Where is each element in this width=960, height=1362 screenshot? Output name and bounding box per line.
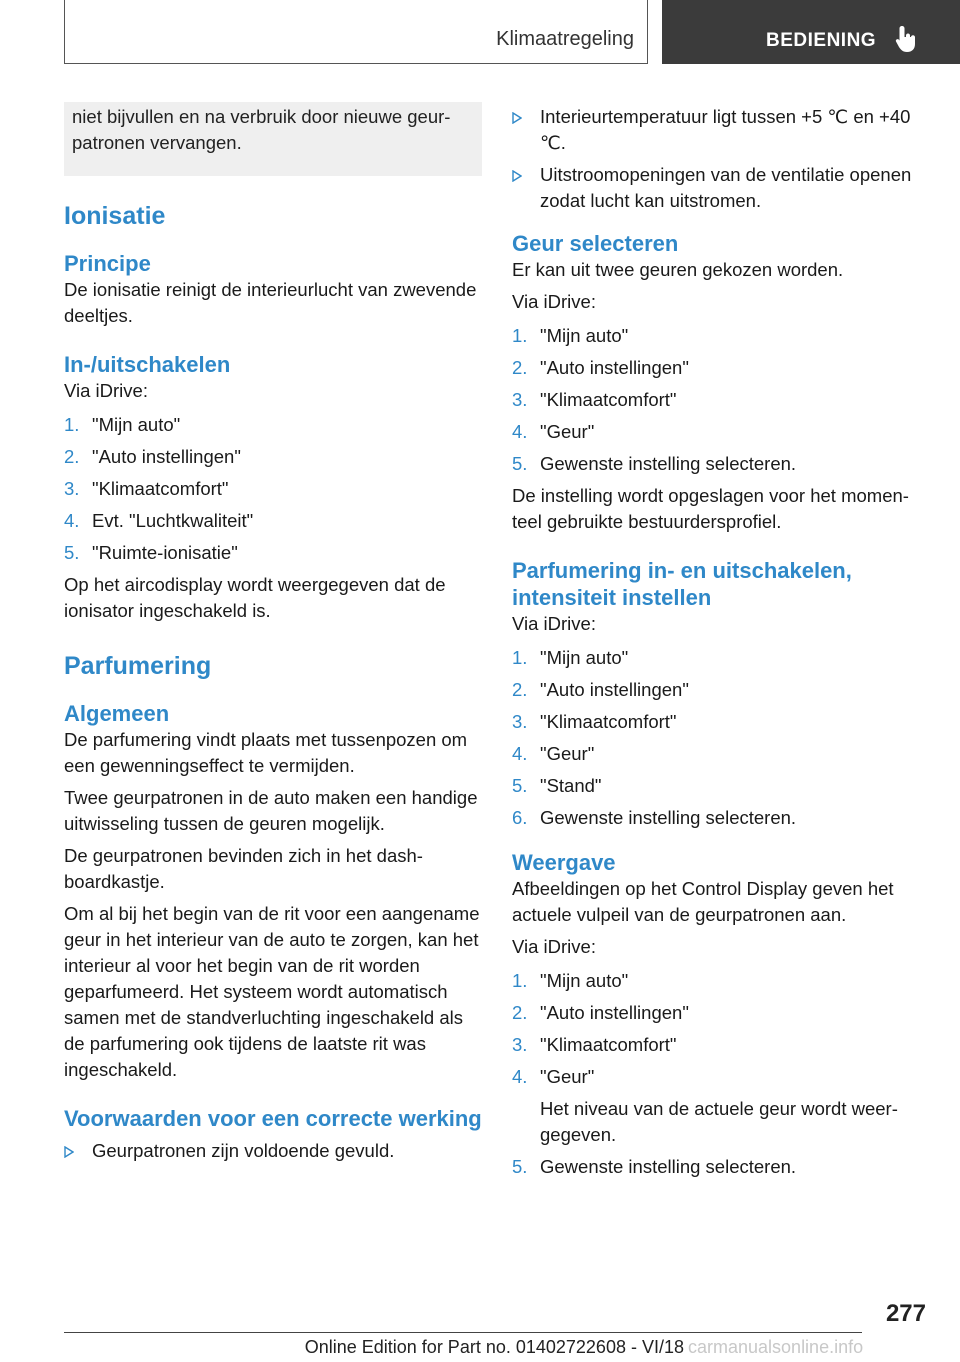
step-number: 5.: [512, 453, 528, 474]
heading-ionisatie: Ionisatie: [64, 202, 166, 230]
page-number: 277: [885, 1300, 926, 1327]
list-item: [64, 444, 482, 470]
step-number: 4.: [512, 421, 528, 442]
heading-weergave: Weergave: [512, 850, 616, 875]
algemeen-text-4: Om al bij het begin van de rit voor een aangename geur in het interieur van de auto te zorgen, kan het interieur al voor het begin van de rit worden geparfumeerd. Het systeem wordt automatisch samen met de standverluchting ingeschakeld als de parfumering ook tijdens de laatste rit was ingeschakeld.: [64, 903, 480, 1080]
step-text: "Geur": [540, 743, 595, 764]
step-number: 5.: [64, 542, 80, 563]
step-text: "Stand": [540, 775, 602, 796]
via-idrive-label: Via iDrive:: [512, 936, 596, 957]
intensiteit-steps: [512, 645, 930, 831]
list-item: [512, 805, 930, 831]
step-number: 3.: [512, 711, 528, 732]
step-text: "Geur": [540, 1066, 595, 1087]
step-text: "Mijn auto": [92, 414, 181, 435]
list-item: [512, 419, 930, 445]
note-text: niet bijvullen en na verbruik door nieuwe geurpatronen vervangen.: [72, 106, 451, 153]
note-box: [64, 102, 482, 176]
principe-text: De ionisatie reinigt de interieurlucht van zwevende deeltjes.: [64, 279, 477, 326]
algemeen-text-2: Twee geurpatronen in de auto maken een handige uitwisseling tussen de geuren mogelijk.: [64, 787, 478, 834]
geur-steps: [512, 323, 930, 477]
heading-parfumering: Parfumering: [64, 652, 212, 680]
list-item: [512, 355, 930, 381]
step-text: "Auto instellingen": [540, 357, 689, 378]
list-item: [512, 323, 930, 349]
list-item: [512, 968, 930, 994]
step-text: "Auto instellingen": [540, 1002, 689, 1023]
step-text: "Klimaatcomfort": [540, 389, 677, 410]
step-number: 4.: [512, 743, 528, 764]
step-text: "Ruimte-ionisatie": [92, 542, 238, 563]
heading-geur-selecteren: Geur selecteren: [512, 231, 679, 256]
conditions-list: [64, 1138, 482, 1164]
triangle-right-icon: [512, 170, 522, 182]
heading-principe: Principe: [64, 251, 151, 276]
edition-text: Online Edition for Part no. 01402722608 - VI/18: [304, 1337, 684, 1357]
list-item: [512, 104, 930, 156]
left-column: [64, 102, 482, 1170]
list-item: [512, 1064, 930, 1148]
step-number: 6.: [512, 807, 528, 828]
heading-intensiteit: Parfumering in- en uitschakelen, intensiteit instellen: [512, 558, 852, 610]
step-text: "Geur": [540, 421, 595, 442]
step-text: "Klimaatcomfort": [540, 1034, 677, 1055]
step-text: Gewenste instelling selecteren.: [540, 1156, 797, 1177]
algemeen-text-1: De parfumering vindt plaats met tussenpozen om een gewenningseffect te vermijden.: [64, 729, 468, 776]
list-item: [64, 540, 482, 566]
condition-text: Interieurtemperatuur ligt tussen +5 ℃ en +40 ℃.: [540, 106, 911, 153]
ionisatie-steps: [64, 412, 482, 566]
step-number: 4.: [64, 510, 80, 531]
list-item: [512, 162, 930, 214]
list-item: [512, 1032, 930, 1058]
condition-text: Geurpatronen zijn voldoende gevuld.: [92, 1140, 395, 1161]
hand-pointer-icon: [894, 24, 918, 54]
footer-divider: [64, 1332, 862, 1333]
conditions-list-continued: [512, 104, 930, 214]
step-number: 1.: [64, 414, 80, 435]
step-text: "Mijn auto": [540, 325, 629, 346]
step-number: 2.: [512, 357, 528, 378]
list-item: [64, 476, 482, 502]
via-idrive-label: Via iDrive:: [512, 613, 596, 634]
heading-voorwaarden: Voorwaarden voor een correcte werking: [64, 1106, 482, 1131]
triangle-right-icon: [64, 1146, 74, 1158]
list-item: [512, 645, 930, 671]
right-column: [512, 102, 930, 1186]
list-item: [512, 677, 930, 703]
list-item: [64, 508, 482, 534]
algemeen-text-3: De geurpatronen bevinden zich in het dashboardkastje.: [64, 845, 423, 892]
page-header: [0, 0, 960, 66]
heading-algemeen: Algemeen: [64, 701, 170, 726]
step-text: Evt. "Luchtkwaliteit": [92, 510, 254, 531]
weergave-steps: [512, 968, 930, 1180]
step-number: 2.: [512, 1002, 528, 1023]
section-title: Klimaatregeling: [496, 28, 634, 50]
step-text: "Klimaatcomfort": [92, 478, 229, 499]
step-number: 3.: [512, 1034, 528, 1055]
step-text: "Klimaatcomfort": [540, 711, 677, 732]
ionisatie-after-text: Op het aircodisplay wordt weergegeven dat de ionisator ingeschakeld is.: [64, 574, 446, 621]
step-number: 1.: [512, 647, 528, 668]
step-text: "Auto instellingen": [92, 446, 241, 467]
step-number: 1.: [512, 325, 528, 346]
list-item: [512, 773, 930, 799]
step-number: 3.: [64, 478, 80, 499]
watermark-text: carmanualsonline.info: [688, 1337, 864, 1357]
step-text: Gewenste instelling selecteren.: [540, 453, 797, 474]
list-item: [512, 1154, 930, 1180]
step-number: 5.: [512, 1156, 528, 1177]
condition-text: Uitstroomopeningen van de ventilatie openen zodat lucht kan uitstromen.: [540, 164, 912, 211]
list-item: [512, 709, 930, 735]
via-idrive-label: Via iDrive:: [512, 291, 596, 312]
step-number: 2.: [64, 446, 80, 467]
list-item: [512, 1000, 930, 1026]
step-number: 3.: [512, 389, 528, 410]
geur-intro: Er kan uit twee geuren gekozen worden.: [512, 259, 844, 280]
step-text: Gewenste instelling selecteren.: [540, 807, 797, 828]
step-note: Het niveau van de actuele geur wordt weergegeven.: [540, 1098, 898, 1145]
heading-in-uitschakelen: In-/uitschakelen: [64, 352, 231, 377]
list-item: [512, 387, 930, 413]
weergave-intro: Afbeeldingen op het Control Display geven het actuele vulpeil van de geurpatronen aan.: [512, 878, 894, 925]
geur-after-text: De instelling wordt opgeslagen voor het momenteel gebruikte bestuurdersprofiel.: [512, 485, 909, 532]
step-number: 1.: [512, 970, 528, 991]
step-text: "Mijn auto": [540, 970, 629, 991]
step-text: "Mijn auto": [540, 647, 629, 668]
step-number: 2.: [512, 679, 528, 700]
via-idrive-label: Via iDrive:: [64, 380, 148, 401]
step-number: 4.: [512, 1066, 528, 1087]
step-number: 5.: [512, 775, 528, 796]
chapter-title: BEDIENING: [766, 30, 877, 51]
list-item: [64, 1138, 482, 1164]
chapter-tab: [662, 0, 960, 64]
step-text: "Auto instellingen": [540, 679, 689, 700]
list-item: [512, 451, 930, 477]
triangle-right-icon: [512, 112, 522, 124]
list-item: [64, 412, 482, 438]
list-item: [512, 741, 930, 767]
